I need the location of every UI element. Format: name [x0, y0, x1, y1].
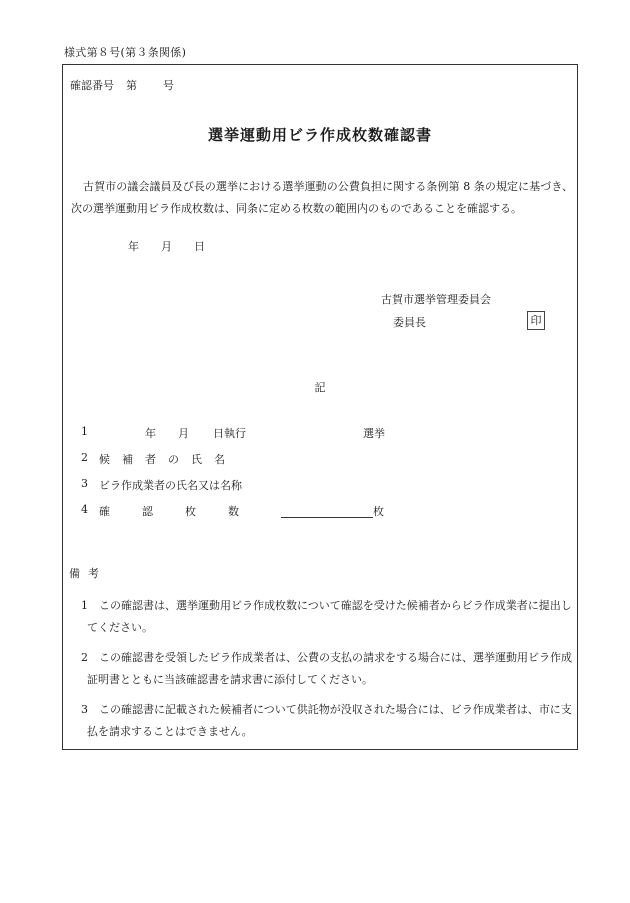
remark-note: [81, 647, 579, 691]
ki-heading: 記: [314, 381, 326, 394]
date-month: 月: [161, 240, 172, 253]
item2-label: 候補者の氏名: [99, 453, 237, 466]
item1-election: 選挙: [363, 427, 385, 440]
confirmation-number-dai: 第: [126, 79, 137, 92]
body-text: 古賀市の議会議員及び長の選挙における選挙運動の公費負担に関する条例第 8 条の規定に基づき、次の選挙運動用ビラ作成枚数は、同条に定める枚数の範囲内のものであることを確認する。: [71, 180, 573, 215]
item3-label: ビラ作成業者の氏名又は名称: [99, 479, 242, 492]
confirmation-number-label: 確認番号: [70, 79, 114, 92]
item4-label: 確認枚数: [99, 505, 271, 518]
item3-number: 3: [81, 477, 88, 490]
date-day: 日: [194, 240, 205, 253]
item4-number: 4: [81, 503, 88, 516]
remark-note-text: この確認書を受領したビラ作成業者は、公費の支払の請求をする場合には、選挙運動用ビラ作成証明書とともに当該確認書を請求書に添付してください。: [87, 651, 572, 686]
item1-day: 日執行: [213, 427, 246, 440]
date-line: [128, 238, 205, 254]
seal-mark: 印: [527, 311, 545, 330]
remark-note-number: 1: [81, 599, 88, 612]
remark-note-number: 3: [81, 703, 88, 716]
chair-title: 委員長: [393, 316, 426, 329]
committee-name: 古賀市選挙管理委員会: [381, 293, 491, 306]
item1-number: 1: [81, 425, 88, 438]
remark-note-number: 2: [81, 651, 88, 664]
remark-note-text: この確認書に記載された候補者について供託物が没収された場合には、ビラ作成業者は、市に支払を請求することはできません。: [87, 703, 572, 738]
document-frame: [62, 64, 578, 750]
count-underline: [281, 517, 373, 518]
confirmation-number: [70, 77, 174, 93]
item4-unit: 枚: [373, 505, 384, 518]
form-number: 様式第８号(第３条関係): [64, 46, 187, 59]
item1-month: 月: [178, 427, 189, 440]
document-title: 選挙運動用ビラ作成枚数確認書: [207, 126, 432, 144]
remark-note: [81, 595, 579, 639]
item2-number: 2: [81, 451, 88, 464]
date-year: 年: [128, 240, 139, 253]
confirmation-number-go: 号: [163, 79, 174, 92]
item1-year: 年: [145, 427, 156, 440]
remark-note: [81, 699, 579, 743]
remarks-heading: 備考: [69, 567, 107, 580]
remark-note-text: この確認書は、選挙運動用ビラ作成枚数について確認を受けた候補者からビラ作成業者に提出してください。: [87, 599, 572, 634]
